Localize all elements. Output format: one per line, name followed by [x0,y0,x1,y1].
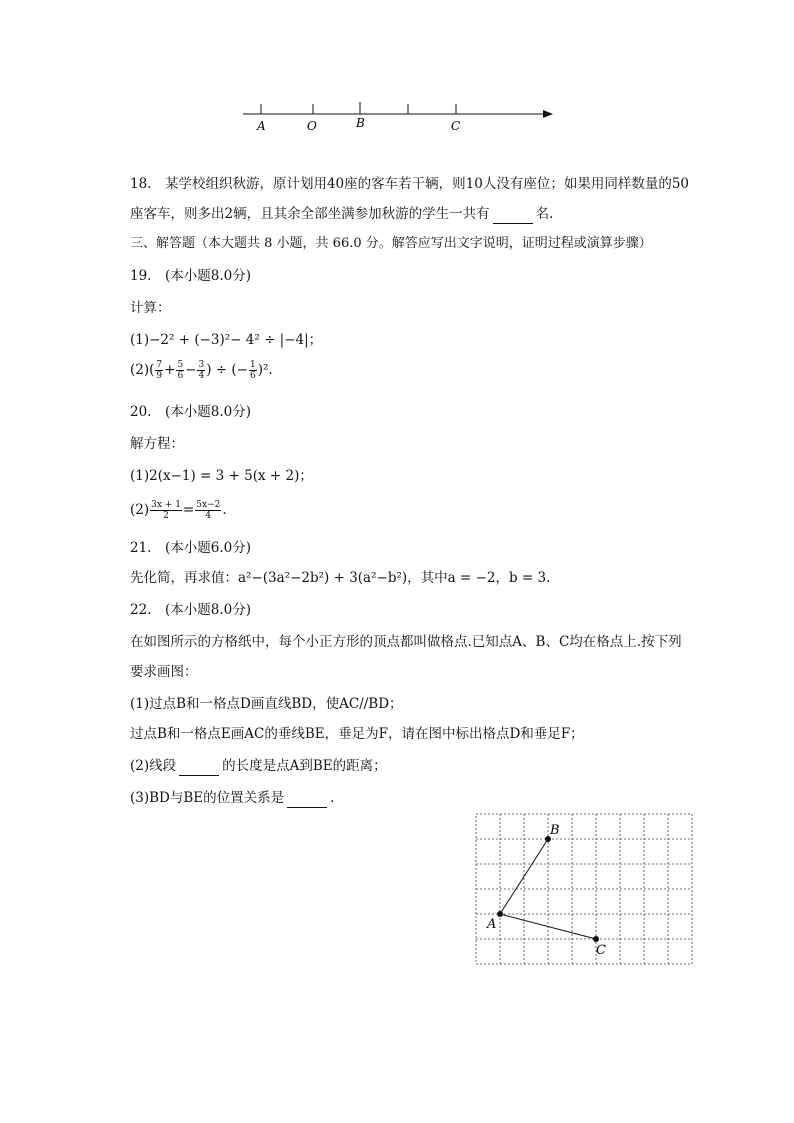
q18-text2a: 座客车，则多出2辆，且其余全部坐满参加秋游的学生一共有 [130,206,490,222]
fraction-5x2-4: $\frac{5x-2}{4}$ [196,500,221,521]
point-a [497,911,503,917]
q22-text2: 要求画图： [130,664,198,680]
fraction-3x1-2: $\frac{3x + 1}{2}$ [151,500,181,521]
q22-part3 [130,788,334,808]
q18-line1: 18. 某学校组织秋游，原计划用40座的客车若干辆，则10人没有座位；如果用同样数量的50 [130,176,690,192]
q19-p2-suffix: )². [257,362,273,378]
q22-p2-blank[interactable] [179,761,219,776]
fraction-5-6: $\frac{5}{6}$ [177,360,184,381]
q22-p3-blank[interactable] [287,793,327,808]
q22-text1: 在如图所示的方格纸中，每个小正方形的顶点都叫做格点.已知点A、B、C均在格点上.按下列 [130,634,682,650]
q21-text: 先化简，再求值：a²−(3a²−2b²) + 3(a²−b²)，其中a = −2，b = 3. [130,570,551,586]
arrow-head-icon [543,110,553,118]
label-o: O [307,119,317,133]
equals-sign: = [182,502,195,518]
q22-p3a: (3)BD与BE的位置关系是 [130,790,285,806]
q22-header: 22. (本小题8.0分) [130,602,251,618]
q19-prompt: 计算： [130,300,171,316]
q18-text2b: 名. [535,206,554,222]
fraction-1-6: $\frac{1}{6}$ [249,360,256,381]
q19-part2 [130,360,273,381]
grid-figure [470,810,700,970]
number-line [235,96,565,136]
label-c: C [451,119,461,133]
q22-p2a: (2)线段 [130,758,177,774]
q22-p3b: . [330,790,335,806]
grid-label-c: C [596,943,606,958]
plus-sign: + [164,362,176,378]
q19-part1: (1)−2² + (−3)²− 4² ÷ |−4|； [130,332,323,348]
q20-p2-prefix: (2) [130,502,150,518]
point-c [593,936,599,942]
q19-header: 19. (本小题8.0分) [130,268,251,284]
q22-part1: (1)过点B和一格点D画直线BD，使AC//BD； [130,696,403,712]
fraction-3-4: $\frac{3}{4}$ [198,360,205,381]
q19-p2-mid: ) ÷ (− [206,362,248,378]
section3-title: 三、解答题（本大题共 8 小题，共 66.0 分。解答应写出文字说明，证明过程或演算步骤） [130,236,652,251]
q21-header: 21. (本小题6.0分) [130,540,251,556]
q20-end: . [222,502,227,518]
q20-part1: (1)2(x−1) = 3 + 5(x + 2)； [130,468,313,484]
label-b: B [356,116,365,130]
grid-label-a: A [487,917,497,932]
label-a: A [257,119,266,133]
minus-sign: − [185,362,197,378]
q18-line2 [130,204,553,224]
q20-header: 20. (本小题8.0分) [130,404,251,420]
fraction-7-9: $\frac{7}{9}$ [156,360,163,381]
grid-label-b: B [550,823,560,838]
q20-part2 [130,500,227,521]
q18-answer-blank[interactable] [493,209,533,224]
q19-p2-prefix: (2)( [130,362,155,378]
q22-p2b: 的长度是点A到BE的距离； [222,758,387,774]
q22-part1b: 过点B和一格点E画AC的垂线BE，垂足为F，请在图中标出格点D和垂足F； [130,726,584,742]
q20-prompt: 解方程： [130,436,184,452]
q22-part2 [130,756,387,776]
